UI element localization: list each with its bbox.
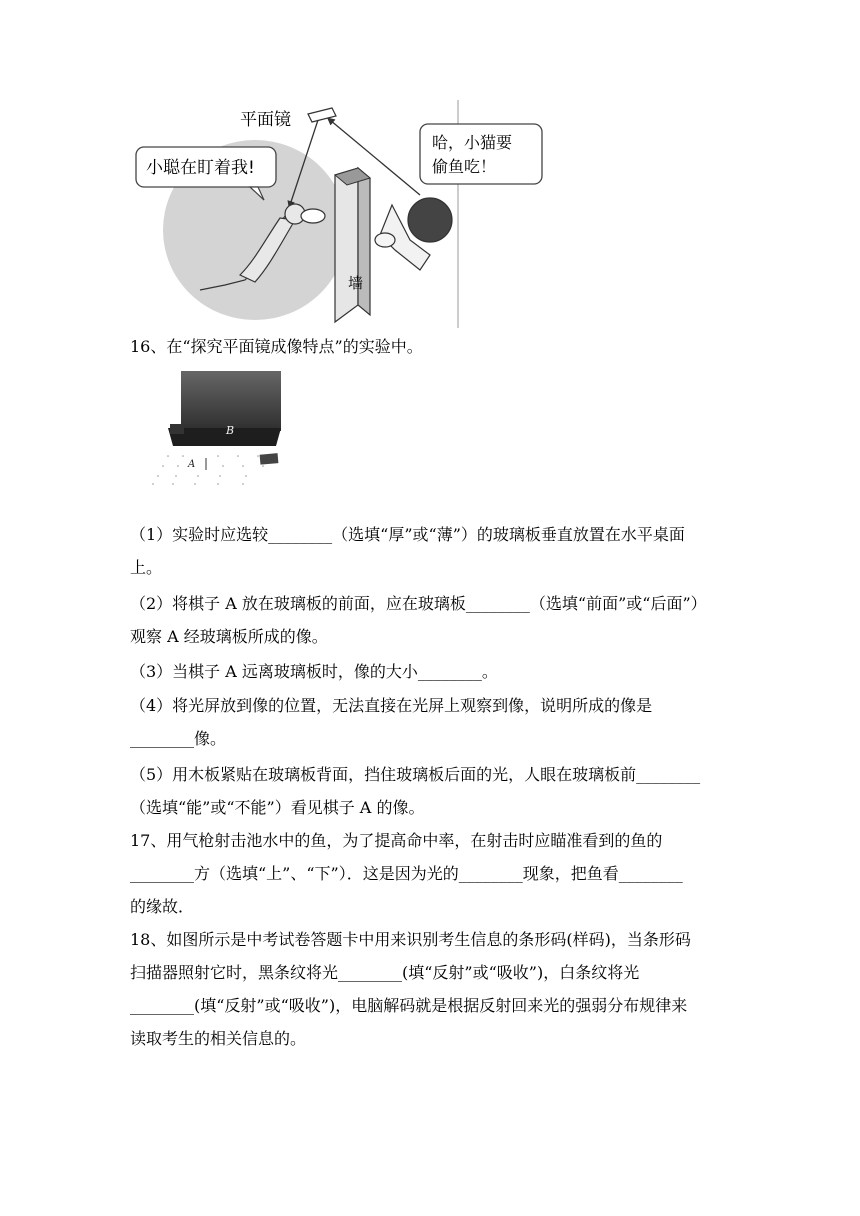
q16-p5-line1: （5）用木板紧贴在玻璃板背面，挡住玻璃板后面的光，人眼在玻璃板前________ — [130, 765, 701, 784]
boy-speech-bubble — [420, 124, 542, 184]
q18-line4: 读取考生的相关信息的。 — [130, 1029, 307, 1048]
cat-speech-text: 小聪在盯着我! — [146, 158, 255, 178]
plane-mirror — [308, 108, 336, 122]
cat-mirror-wall-illustration — [130, 100, 513, 328]
grid-dots — [152, 455, 264, 485]
piece-b-label: B — [226, 424, 235, 437]
mirror-label: 平面镜 — [240, 110, 291, 130]
glass-plate-experiment-photo — [148, 366, 283, 488]
q16-p1-line2: 上。 — [130, 558, 163, 577]
q16-p4-line2: ________像。 — [130, 729, 227, 748]
q16-p2-line1: （2）将棋子 A 放在玻璃板的前面，应在玻璃板________（选填“前面”或“后面”） — [130, 594, 707, 613]
wall-label: 墙 — [348, 274, 364, 292]
boy-speech-line2: 偷鱼吃！ — [432, 157, 497, 176]
q17-line2: ________方（选填“上”、“下”）．这是因为光的________现象，把鱼看________ — [130, 864, 683, 883]
boy-figure — [375, 198, 452, 270]
q18-line2: 扫描器照射它时，黑条纹将光________(填“反射”或“吸收”)，白条纹将光 — [130, 963, 640, 982]
boy-speech-line1: 哈，小猫要 — [432, 133, 513, 152]
q16-title: 16、在“探究平面镜成像特点”的实验中。 — [130, 337, 423, 356]
q16-p3-line1: （3）当棋子 A 远离玻璃板时，像的大小________。 — [130, 662, 498, 681]
q16-p5-line2: （选填“能”或“不能”）看见棋子 A 的像。 — [130, 798, 425, 817]
q16-p4-line1: （4）将光屏放到像的位置，无法直接在光屏上观察到像，说明所成的像是 — [130, 696, 653, 715]
q16-p2-line2: 观察 A 经玻璃板所成的像。 — [130, 627, 328, 646]
piece-a-label: A — [188, 459, 196, 470]
q16-p1-line1: （1）实验时应选较________（选填“厚”或“薄”）的玻璃板垂直放置在水平桌面 — [130, 525, 685, 544]
q17-line1: 17、用气枪射击池水中的鱼，为了提高命中率，在射击时应瞄准看到的鱼的 — [130, 831, 663, 850]
q18-line1: 18、如图所示是中考试卷答题卡中用来识别考生信息的条形码(样码)，当条形码 — [130, 930, 691, 949]
q17-line3: 的缘故． — [130, 897, 195, 916]
wall — [335, 168, 370, 322]
q18-line3: ________(填“反射”或“吸收”)，电脑解码就是根据反射回来光的强弱分布规律来 — [130, 996, 688, 1015]
